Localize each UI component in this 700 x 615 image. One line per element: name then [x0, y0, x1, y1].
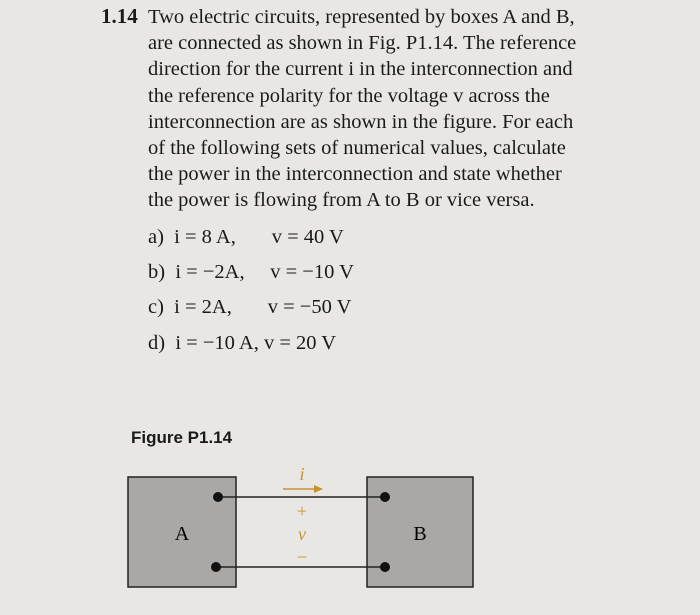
voltage-label: v: [298, 524, 306, 544]
text-line: of the following sets of numerical values, calculate: [148, 137, 566, 160]
box-b-label: B: [413, 523, 427, 545]
terminal-dot: [380, 562, 390, 572]
current-label: i: [299, 464, 305, 484]
text-line: Two electric circuits, represented by boxes A and B,: [148, 6, 575, 28]
case-b: b) i = −2A, v = −10 V: [148, 261, 354, 283]
case-d: d) i = −10 A, v = 20 V: [148, 332, 337, 354]
text-line: the reference polarity for the voltage v across the: [148, 84, 550, 107]
text-line: the power is flowing from A to B or vice versa.: [148, 189, 535, 212]
arrowhead-icon: [314, 485, 323, 493]
terminal-dot: [380, 492, 390, 502]
text-line: the power in the interconnection and state whether: [148, 163, 562, 186]
case-a: a) i = 8 A, v = 40 V: [148, 226, 344, 248]
figure-label: Figure P1.14: [131, 428, 233, 447]
minus-sign: −: [296, 547, 308, 567]
text-line: direction for the current i in the interconnection and: [148, 58, 573, 81]
terminal-dot: [211, 562, 221, 572]
text-line: are connected as shown in Fig. P1.14. The reference: [148, 32, 577, 55]
text-line: interconnection are as shown in the figure. For each: [148, 110, 574, 133]
box-a-label: A: [174, 523, 190, 545]
terminal-dot: [213, 492, 223, 502]
problem-number: 1.14: [101, 4, 138, 28]
plus-sign: +: [296, 501, 308, 521]
case-c: c) i = 2A, v = −50 V: [148, 296, 352, 318]
